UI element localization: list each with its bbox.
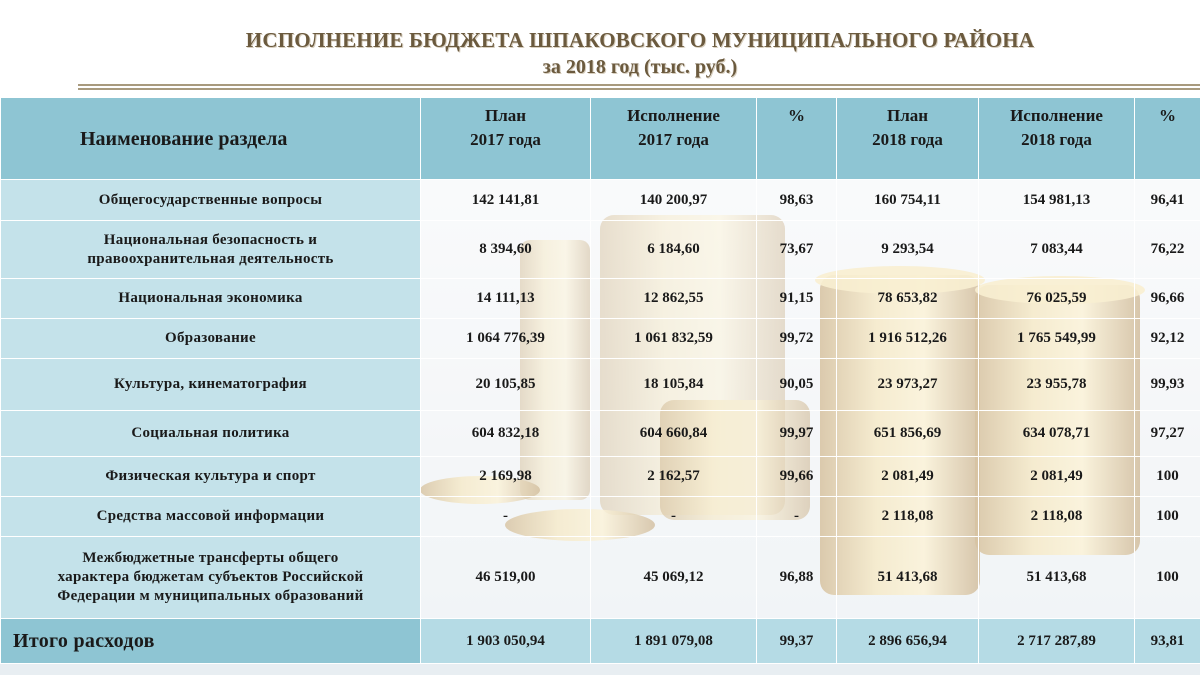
table-row xyxy=(1,537,1200,619)
total-exec-2018: 2 717 287,89 xyxy=(979,619,1135,664)
cell-plan-2017: 14 111,13 xyxy=(421,279,591,319)
cell-exec-2018: 1 765 549,99 xyxy=(979,319,1135,359)
cell-exec-2018: 76 025,59 xyxy=(979,279,1135,319)
table-row xyxy=(1,359,1200,411)
table-row xyxy=(1,497,1200,537)
header-exec-2018: Исполнение 2018 года xyxy=(979,98,1135,180)
cell-pct-2018: 92,12 xyxy=(1135,319,1200,359)
budget-execution-table xyxy=(0,97,1200,664)
total-label: Итого расходов xyxy=(1,619,421,664)
row-section-name: Физическая культура и спорт xyxy=(1,457,421,497)
total-pct-2018: 93,81 xyxy=(1135,619,1200,664)
cell-plan-2017: 46 519,00 xyxy=(421,537,591,619)
cell-plan-2017: 2 169,98 xyxy=(421,457,591,497)
cell-plan-2017: 1 064 776,39 xyxy=(421,319,591,359)
cell-pct-2018: 76,22 xyxy=(1135,221,1200,279)
cell-pct-2017: - xyxy=(757,497,837,537)
cell-plan-2018: 651 856,69 xyxy=(837,411,979,457)
table-row xyxy=(1,411,1200,457)
cell-pct-2017: 99,66 xyxy=(757,457,837,497)
cell-pct-2017: 91,15 xyxy=(757,279,837,319)
total-exec-2017: 1 891 079,08 xyxy=(591,619,757,664)
row-section-name: Национальная безопасность и правоохранительная деятельность xyxy=(1,221,421,279)
table-header-row xyxy=(1,98,1200,180)
header-plan-2018: План 2018 года xyxy=(837,98,979,180)
cell-pct-2017: 73,67 xyxy=(757,221,837,279)
cell-plan-2017: 8 394,60 xyxy=(421,221,591,279)
table-row xyxy=(1,221,1200,279)
slide-subtitle: за 2018 год (тыс. руб.) xyxy=(542,56,738,78)
cell-plan-2018: 1 916 512,26 xyxy=(837,319,979,359)
cell-exec-2018: 154 981,13 xyxy=(979,180,1135,221)
cell-plan-2018: 2 118,08 xyxy=(837,497,979,537)
cell-pct-2018: 97,27 xyxy=(1135,411,1200,457)
cell-exec-2018: 634 078,71 xyxy=(979,411,1135,457)
row-section-name: Средства массовой информации xyxy=(1,497,421,537)
cell-exec-2018: 23 955,78 xyxy=(979,359,1135,411)
cell-exec-2018: 51 413,68 xyxy=(979,537,1135,619)
cell-exec-2017: 12 862,55 xyxy=(591,279,757,319)
cell-plan-2017: 142 141,81 xyxy=(421,180,591,221)
header-plan-2017: План 2017 года xyxy=(421,98,591,180)
cell-pct-2018: 96,41 xyxy=(1135,180,1200,221)
cell-exec-2017: 2 162,57 xyxy=(591,457,757,497)
cell-plan-2017: 20 105,85 xyxy=(421,359,591,411)
row-section-name: Общегосударственные вопросы xyxy=(1,180,421,221)
table-row xyxy=(1,457,1200,497)
cell-plan-2018: 78 653,82 xyxy=(837,279,979,319)
total-row xyxy=(1,619,1200,664)
cell-pct-2018: 100 xyxy=(1135,497,1200,537)
row-section-name: Социальная политика xyxy=(1,411,421,457)
cell-exec-2017: 45 069,12 xyxy=(591,537,757,619)
cell-exec-2017: 18 105,84 xyxy=(591,359,757,411)
cell-plan-2018: 9 293,54 xyxy=(837,221,979,279)
table-row xyxy=(1,279,1200,319)
table-row xyxy=(1,319,1200,359)
cell-pct-2017: 96,88 xyxy=(757,537,837,619)
cell-pct-2018: 96,66 xyxy=(1135,279,1200,319)
cell-exec-2018: 2 118,08 xyxy=(979,497,1135,537)
slide-title: ИСПОЛНЕНИЕ БЮДЖЕТА ШПАКОВСКОГО МУНИЦИПАЛЬНОГО РАЙОНА xyxy=(245,28,1035,52)
cell-pct-2018: 100 xyxy=(1135,457,1200,497)
total-plan-2017: 1 903 050,94 xyxy=(421,619,591,664)
cell-pct-2018: 99,93 xyxy=(1135,359,1200,411)
cell-pct-2017: 90,05 xyxy=(757,359,837,411)
header-pct-2018: % xyxy=(1135,98,1200,180)
row-section-name: Культура, кинематография xyxy=(1,359,421,411)
header-exec-2017: Исполнение 2017 года xyxy=(591,98,757,180)
cell-exec-2017: 140 200,97 xyxy=(591,180,757,221)
total-pct-2017: 99,37 xyxy=(757,619,837,664)
header-pct-2017: % xyxy=(757,98,837,180)
cell-pct-2017: 99,72 xyxy=(757,319,837,359)
cell-pct-2017: 99,97 xyxy=(757,411,837,457)
cell-exec-2017: 604 660,84 xyxy=(591,411,757,457)
cell-pct-2018: 100 xyxy=(1135,537,1200,619)
row-section-name: Образование xyxy=(1,319,421,359)
cell-exec-2017: - xyxy=(591,497,757,537)
cell-plan-2018: 23 973,27 xyxy=(837,359,979,411)
table-row xyxy=(1,180,1200,221)
cell-exec-2018: 2 081,49 xyxy=(979,457,1135,497)
cell-exec-2018: 7 083,44 xyxy=(979,221,1135,279)
cell-plan-2018: 2 081,49 xyxy=(837,457,979,497)
title-divider xyxy=(78,84,1200,92)
cell-plan-2018: 160 754,11 xyxy=(837,180,979,221)
cell-pct-2017: 98,63 xyxy=(757,180,837,221)
cell-exec-2017: 1 061 832,59 xyxy=(591,319,757,359)
cell-plan-2017: 604 832,18 xyxy=(421,411,591,457)
row-section-name: Национальная экономика xyxy=(1,279,421,319)
row-section-name: Межбюджетные трансферты общего характера бюджетам субъектов Российской Федерации м муниципальных образований xyxy=(1,537,421,619)
total-plan-2018: 2 896 656,94 xyxy=(837,619,979,664)
cell-plan-2018: 51 413,68 xyxy=(837,537,979,619)
header-section-name: Наименование раздела xyxy=(1,98,421,180)
cell-plan-2017: - xyxy=(421,497,591,537)
cell-exec-2017: 6 184,60 xyxy=(591,221,757,279)
